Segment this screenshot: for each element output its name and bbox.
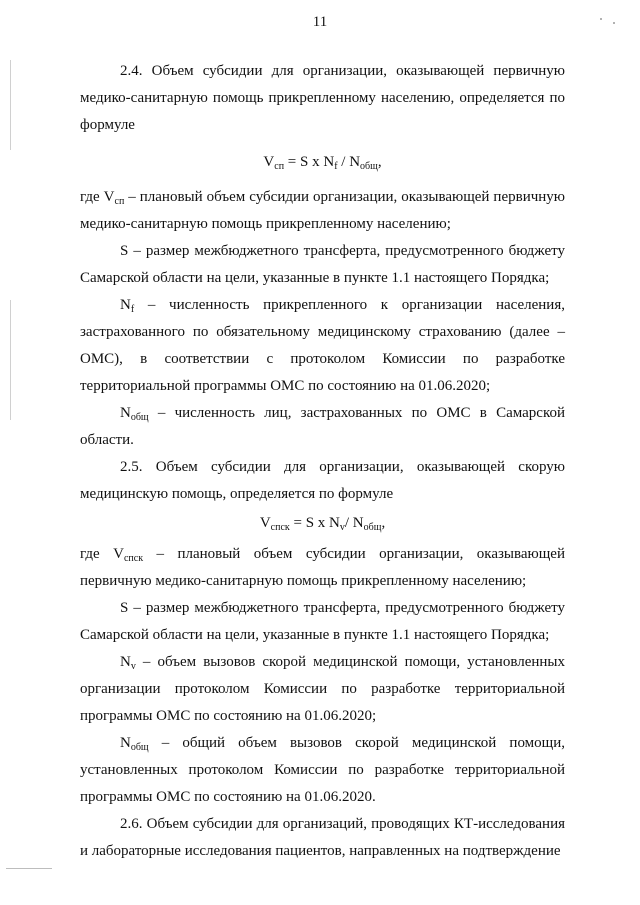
definition-v-spsk: где $V_{спск}$ – плановый объем субсидии организации, оказывающей первичную медико-санитарную помощь прикрепленному населению;	[80, 546, 565, 589]
definition-n-f: $N_f$ – численность прикрепленного к организации населения, застрахованного по обязательному медицинскому страхованию (далее – ОМС), в соответствии с протоколом Комиссии по разработке территориальной программы ОМС по состоянию на 01.06.2020;	[80, 297, 565, 394]
definition-v-sp: где $V_{сп}$ – плановый объем субсидии организации, оказывающей первичную медико-санитарную помощь прикрепленному населению;	[80, 189, 566, 232]
document-body	[80, 58, 565, 865]
definition-s: S – размер межбюджетного трансферта, предусмотренного бюджету Самарской области на цели, указанные в пункте 1.1 настоящего Порядка;	[80, 243, 565, 286]
definition-n-obsh: $N_{общ}$ – численность лиц, застрахованных по ОМС в Самарской области.	[80, 405, 565, 448]
paragraph-2-6: 2.6. Объем субсидии для организаций, проводящих КТ-исследования и лабораторные исследования пациентов, направленных на подтверждение	[80, 816, 565, 859]
paragraph-2-5: 2.5. Объем субсидии для организации, оказывающей скорую медицинскую помощь, определяется по формуле	[80, 459, 565, 502]
scan-margin-dash	[6, 868, 52, 869]
formula-2-4: $V_{сп} = S$ x $N_f / N_{общ}$,	[263, 154, 382, 172]
definition-n-obsh: $N_{общ}$ – общий объем вызовов скорой медицинской помощи, установленных протоколом Комиссии по разработке территориальной программы ОМС по состоянию на 01.06.2020.	[80, 735, 565, 805]
paragraph-2-4: 2.4. Объем субсидии для организации, оказывающей первичную медико-санитарную помощь прикрепленному населению, определяется по формуле	[80, 63, 565, 133]
page-number: 11	[312, 14, 328, 30]
definition-s: S – размер межбюджетного трансферта, предусмотренного бюджету Самарской области на цели, указанные в пункте 1.1 настоящего Порядка;	[80, 600, 565, 643]
definition-n-v: $N_v$ – объем вызовов скорой медицинской помощи, установленных организации протоколом Комиссии по разработке территориальной программы ОМС по состоянию на 01.06.2020;	[80, 654, 565, 724]
scan-margin-line	[10, 60, 11, 150]
scan-margin-line	[10, 300, 11, 420]
formula-2-5: $V_{спск} = S$ x $N_v/$ $N_{общ}$,	[259, 515, 386, 533]
